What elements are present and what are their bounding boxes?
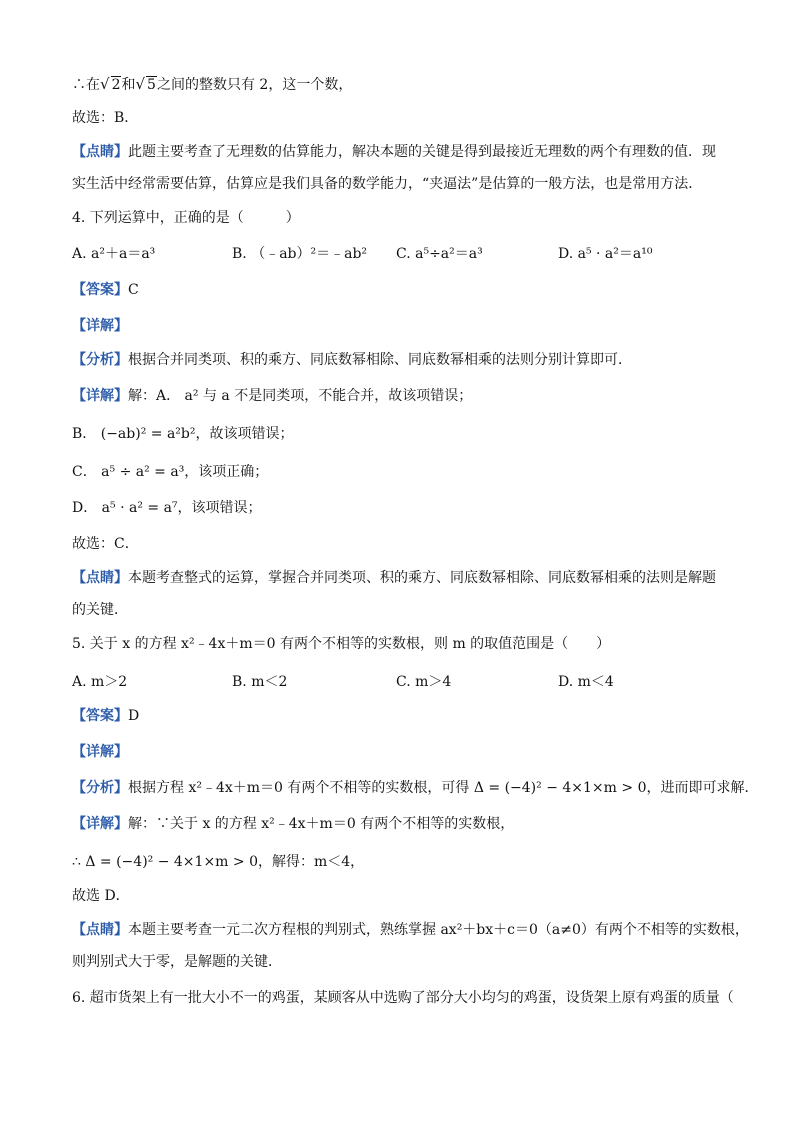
question-stem: 5. 关于 x 的方程 x²﹣4x＋m＝0 有两个不相等的实数根，则 m 的取值范围是（ ）: [72, 636, 611, 652]
text-fragment: 和: [121, 77, 136, 93]
analysis-line: [72, 778, 759, 798]
answer-value: C: [128, 282, 139, 298]
detail-line: [72, 386, 734, 406]
option-b: B. （﹣ab）²＝﹣ab²: [232, 246, 368, 262]
section-tag-detail: 【详解】: [72, 744, 128, 760]
answer-line: [72, 706, 734, 726]
section-tag-analysis: 【分析】: [72, 780, 128, 796]
text-fragment: 此题主要考查了无理数的估算能力，解决本题的关键是得到最接近无理数的两个有理数的值．现: [128, 144, 716, 160]
text-line: [72, 74, 734, 95]
text-fragment: 根据合并同类项、积的乘方、同底数幂相除、同底数幂相乘的法则分别计算即可．: [128, 352, 632, 368]
section-tag-dianjing: 【点睛】: [72, 570, 128, 586]
note-line: [72, 568, 734, 588]
section-tag-analysis: 【分析】: [72, 352, 128, 368]
section-tag-dianjing: 【点睛】: [72, 144, 128, 160]
option-a: A. a²＋a＝a³: [72, 246, 156, 262]
option-c: C. m＞4: [396, 674, 452, 690]
section-tag-answer: 【答案】: [72, 282, 128, 298]
text-fragment: 本题考查整式的运算，掌握合并同类项、积的乘方、同底数幂相除、同底数幂相乘的法则是解题: [128, 570, 716, 586]
question-stem: 4. 下列运算中，正确的是（ ）: [72, 210, 300, 226]
option-d: D. m＜4: [558, 674, 614, 690]
text-fragment: 本题主要考查一元二次方程根的判别式，熟练掌握 ax²＋bx＋c＝0（a≠0）有两个不相等的实数根，: [128, 922, 749, 938]
note-line: [72, 920, 749, 940]
section-tag-detail: 【详解】: [72, 388, 128, 404]
text-line: [72, 142, 734, 162]
detail-line: ∴ Δ = (−4)² − 4×1×m > 0，解得：m＜4，: [72, 854, 365, 870]
detail-line: [72, 814, 734, 834]
detail-line: B． (−ab)² = a²b²，故该项错误；: [72, 426, 294, 442]
text-fragment: ∴在: [72, 77, 100, 93]
text-fragment: 解：A． a² 与 a 不是同类项，不能合并，故该项错误；: [128, 388, 473, 404]
answer-line: [72, 280, 734, 300]
radicand: 5: [147, 77, 156, 93]
text-fragment: 之间的整数只有 2，这一个数，: [156, 77, 353, 93]
answer-value: D: [128, 708, 140, 724]
detail-line: C． a⁵ ÷ a² = a³，该项正确；: [72, 464, 269, 480]
analysis-line: [72, 350, 734, 370]
section-tag-detail: 【详解】: [72, 816, 128, 832]
detail-line: D． a⁵ · a² = a⁷，该项错误；: [72, 500, 262, 516]
note-line: 则判别式大于零，是解题的关键．: [72, 954, 282, 970]
section-tag-detail: 【详解】: [72, 318, 128, 334]
text-line: 故选：C．: [72, 536, 139, 552]
question-stem: 6. 超市货架上有一批大小不一的鸡蛋，某顾客从中选购了部分大小均匀的鸡蛋，设货架上原有鸡蛋的质量（: [72, 990, 734, 1006]
detail-heading: [72, 316, 734, 336]
note-line: 的关键．: [72, 602, 128, 618]
text-line: 实生活中经常需要估算，估算应是我们具备的数学能力，“夹逼法”是估算的一般方法，也是常用方法．: [72, 176, 703, 192]
section-tag-answer: 【答案】: [72, 708, 128, 724]
option-d: D. a⁵ · a²＝a¹⁰: [558, 246, 653, 262]
text-fragment: 解：∵关于 x 的方程 x²﹣4x＋m＝0 有两个不相等的实数根，: [128, 816, 515, 832]
option-a: A. m＞2: [72, 674, 128, 690]
detail-heading: [72, 742, 734, 762]
text-fragment: 根据方程 x²﹣4x＋m＝0 有两个不相等的实数根，可得 Δ = (−4)² − 4×1×m > 0，进而即可求解．: [128, 780, 759, 796]
sqrt-symbol: √: [100, 75, 110, 93]
radicand: 2: [111, 77, 121, 93]
section-tag-dianjing: 【点睛】: [72, 922, 128, 938]
text-line: 故选 D．: [72, 888, 130, 904]
text-line: 故选：B．: [72, 110, 139, 126]
option-b: B. m＜2: [232, 674, 288, 690]
option-c: C. a⁵÷a²＝a³: [396, 246, 483, 262]
sqrt-symbol: √: [135, 75, 146, 93]
